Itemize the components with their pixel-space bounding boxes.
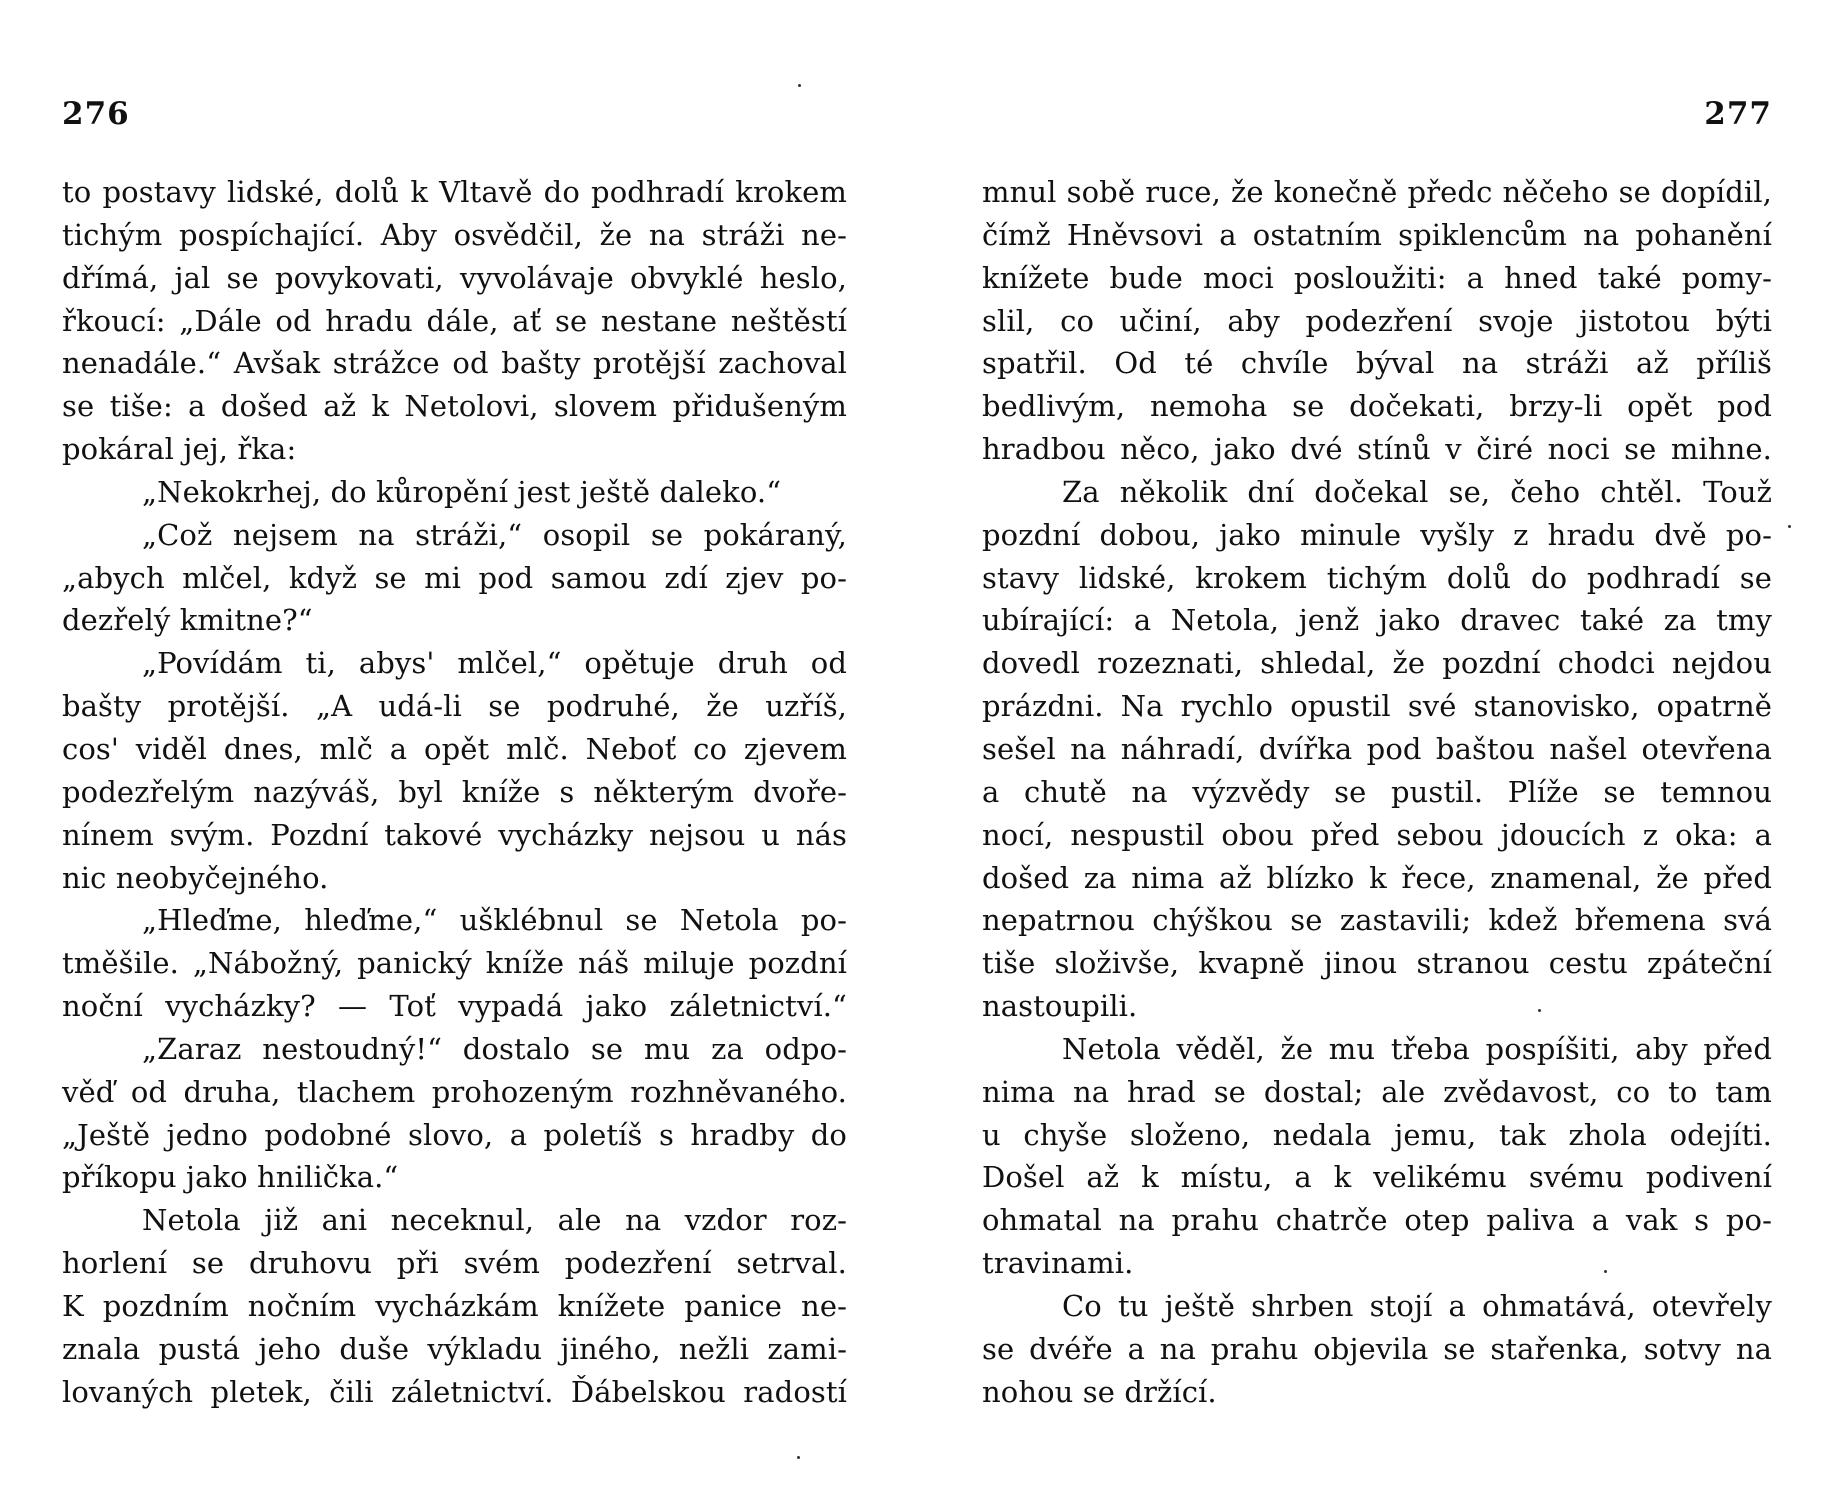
right-page (900, 0, 1824, 1500)
text-line: Netola již ani neceknul, ale na vzdor roz- (142, 1203, 847, 1238)
text-line: spatřil. Od té chvíle býval na stráži až příliš (982, 346, 1772, 381)
text-line: tichým pospíchající. Aby osvědčil, že na stráži ne- (62, 217, 847, 252)
page-text (62, 171, 847, 1413)
text-line: podezřelým nazýváš, byl kníže s některým dvoře- (62, 774, 847, 809)
text-line: mnul sobě ruce, že konečně předc něčeho se dopídil, (982, 175, 1772, 209)
text-line: čímž Hněvsovi a ostatním spiklencům na pohanění (982, 217, 1772, 252)
text-line: Netola věděl, že mu třeba pospíšiti, aby před (1062, 1031, 1772, 1066)
text-line: nastoupili. (982, 989, 1138, 1024)
text-line: dezřelý kmitne?“ (62, 603, 313, 638)
text-line: to postavy lidské, dolů k Vltavě do podhradí krokem (62, 175, 847, 209)
text-line: nic neobyčejného. (62, 860, 329, 895)
scan-speck (1788, 525, 1791, 528)
left-page (0, 0, 900, 1500)
text-line: „Což nejsem na stráži,“ osopil se pokáraný, (142, 517, 847, 552)
text-line: příkopu jako hnilička.“ (62, 1160, 399, 1195)
text-line: a chutě na výzvědy se pustil. Plíže se temnou (982, 774, 1772, 809)
text-line: věď od druha, tlachem prohozeným rozhněvaného. (62, 1074, 847, 1109)
text-line: bedlivým, nemoha se dočekati, brzy-li opět pod (982, 389, 1772, 424)
text-line: pozdní dobou, jako minule vyšly z hradu dvě po- (982, 517, 1772, 552)
text-line: nepatrnou chýškou se zastavili; kdež břemena svá (982, 903, 1772, 938)
text-line: ohmatal na prahu chatrče otep paliva a vak s po- (982, 1203, 1772, 1238)
scan-speck (1538, 1009, 1541, 1012)
text-line: Za několik dní dočekal se, čeho chtěl. Touž (1062, 474, 1772, 509)
text-line: řkoucí: „Dále od hradu dále, ať se nestane neštěstí (62, 303, 847, 338)
text-line: travinami. (982, 1246, 1134, 1281)
text-line: hradbou něco, jako dvé stínů v čiré noci se mihne. (982, 432, 1772, 467)
text-line: ubírající: a Netola, jenž jako dravec také za tmy (982, 603, 1772, 638)
text-line: K pozdním nočním vycházkám knížete panice ne- (62, 1288, 847, 1323)
page-number: 277 (1704, 96, 1772, 132)
text-line: knížete bude moci posloužiti: a hned také pomy- (982, 260, 1772, 295)
text-line: Co tu ještě shrben stojí a ohmatává, otevřely (1062, 1288, 1772, 1323)
scan-speck (798, 84, 801, 87)
text-line: stavy lidské, krokem tichým dolů do podhradí se (982, 560, 1772, 595)
scan-speck (1604, 1270, 1607, 1273)
text-line: nima na hrad se dostal; ale zvědavost, co to tam (982, 1074, 1772, 1109)
text-line: „Hleďme, hleďme,“ ušklébnul se Netola po- (142, 903, 847, 938)
text-line: nohou se držící. (982, 1374, 1217, 1409)
text-line: noční vycházky? — Toť vypadá jako záletnictví.“ (62, 989, 847, 1024)
scan-speck (797, 1456, 800, 1459)
text-line: pokáral jej, řka: (62, 432, 297, 467)
text-line: „Zaraz nestoudný!“ dostalo se mu za odpo- (142, 1031, 847, 1066)
text-line: dovedl rozeznati, shledal, že pozdní chodci nejdou (982, 646, 1772, 681)
text-line: „Nekokrhej, do kůropění jest ještě daleko.“ (142, 474, 782, 509)
text-line: tměšile. „Nábožný, panický kníže náš miluje pozdní (62, 946, 847, 981)
text-line: u chyše složeno, nedala jemu, tak zhola odejíti. (982, 1117, 1772, 1152)
text-line: došed za nima až blízko k řece, znamenal, že před (982, 860, 1772, 895)
page-number: 276 (62, 96, 130, 132)
text-line: horlení se druhovu při svém podezření setrval. (62, 1246, 847, 1281)
text-line: lovaných pletek, čili záletnictví. Ďábelskou radostí (62, 1374, 847, 1409)
text-line: sešel na náhradí, dvířka pod baštou našel otevřena (982, 731, 1772, 766)
text-line: „abych mlčel, když se mi pod samou zdí zjev po- (62, 560, 847, 595)
text-line: cos' viděl dnes, mlč a opět mlč. Neboť co zjevem (62, 731, 847, 766)
text-line: se tiše: a došed až k Netolovi, slovem přidušeným (62, 389, 847, 424)
text-line: Došel až k místu, a k velikému svému podivení (982, 1160, 1772, 1195)
text-line: dřímá, jal se povykovati, vyvolávaje obvyklé heslo, (62, 260, 847, 295)
text-line: nenadále.“ Avšak strážce od bašty protější zachoval (62, 346, 847, 381)
text-line: bašty protější. „A udá-li se podruhé, že uzříš, (62, 689, 847, 724)
text-line: slil, co učiní, aby podezření svoje jistotou býti (982, 303, 1772, 338)
text-line: „Povídám ti, abys' mlčel,“ opětuje druh od (142, 646, 847, 681)
text-line: „Ještě jedno podobné slovo, a poletíš s hradby do (62, 1117, 847, 1152)
text-line: znala pustá jeho duše výkladu jiného, nežli zami- (62, 1331, 847, 1366)
page-text (982, 171, 1772, 1413)
text-line: nínem svým. Pozdní takové vycházky nejsou u nás (62, 817, 847, 852)
text-line: prázdni. Na rychlo opustil své stanovisko, opatrně (982, 689, 1772, 724)
text-line: tiše složivše, kvapně jinou stranou cestu zpáteční (982, 946, 1772, 981)
text-line: nocí, nespustil obou před sebou jdoucích z oka: a (982, 817, 1772, 852)
text-line: se dvéře a na prahu objevila se stařenka, sotvy na (982, 1331, 1772, 1366)
